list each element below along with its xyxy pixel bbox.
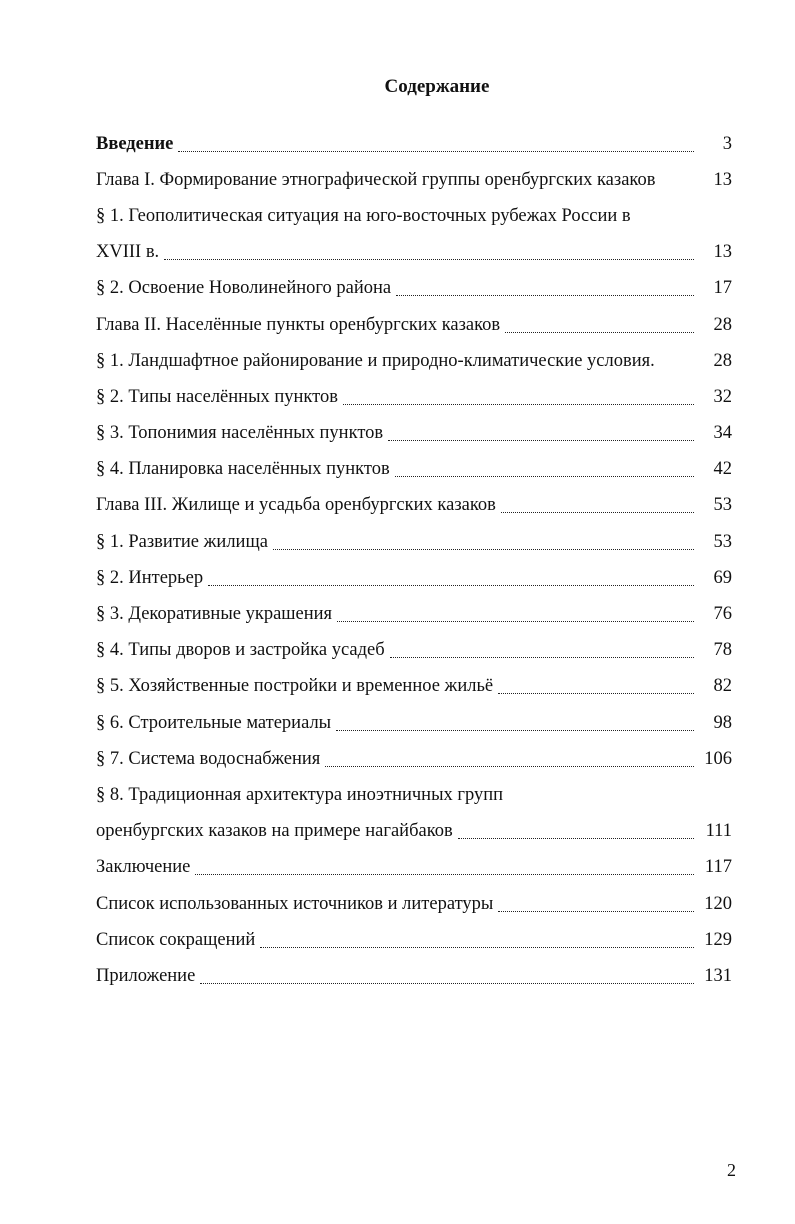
table-of-contents bbox=[96, 126, 732, 995]
toc-entry bbox=[96, 162, 732, 198]
toc-entry-page: 28 bbox=[713, 314, 732, 335]
leader-dots bbox=[498, 693, 694, 694]
leader-dots bbox=[501, 512, 694, 513]
toc-entry-label: Список сокращений bbox=[96, 929, 256, 950]
toc-entry bbox=[96, 126, 732, 162]
leader-dots bbox=[388, 440, 694, 441]
leader-dots bbox=[178, 151, 694, 152]
leader-dots bbox=[200, 983, 694, 984]
toc-entry-label: § 1. Ландшафтное районирование и природно-климатические условия. bbox=[96, 350, 655, 371]
toc-entry bbox=[96, 198, 732, 234]
toc-entry bbox=[96, 343, 732, 379]
toc-entry-label: § 3. Декоративные украшения bbox=[96, 604, 333, 625]
toc-entry-label: § 6. Строительные материалы bbox=[96, 712, 332, 733]
leader-dots bbox=[195, 874, 694, 875]
leader-dots bbox=[337, 621, 694, 622]
toc-entry-label: оренбургских казаков на примере нагайбаков bbox=[96, 821, 453, 842]
toc-entry-label: § 8. Традиционная архитектура иноэтничных групп bbox=[96, 784, 504, 805]
toc-entry bbox=[96, 633, 732, 669]
toc-entry bbox=[96, 307, 732, 343]
toc-entry-page: 32 bbox=[713, 386, 732, 407]
leader-dots bbox=[498, 911, 694, 912]
toc-entry-page: 69 bbox=[713, 567, 732, 588]
toc-entry-page: 53 bbox=[713, 531, 732, 552]
toc-entry-page: 111 bbox=[705, 821, 732, 842]
toc-entry bbox=[96, 705, 732, 741]
toc-entry-page: 82 bbox=[713, 676, 732, 697]
toc-entry-page: 13 bbox=[713, 242, 732, 263]
leader-dots bbox=[325, 766, 694, 767]
toc-entry-label: § 1. Развитие жилища bbox=[96, 531, 268, 552]
leader-dots bbox=[273, 549, 694, 550]
toc-entry bbox=[96, 488, 732, 524]
toc-entry-label: § 4. Типы дворов и застройка усадеб bbox=[96, 640, 385, 661]
toc-entry-page: 98 bbox=[713, 712, 732, 733]
toc-entry-page: 106 bbox=[704, 748, 732, 769]
toc-entry-label: § 4. Планировка населённых пунктов bbox=[96, 459, 390, 480]
leader-dots bbox=[390, 657, 694, 658]
toc-entry-page: 53 bbox=[713, 495, 732, 516]
toc-entry bbox=[96, 886, 732, 922]
toc-entry bbox=[96, 379, 732, 415]
leader-dots bbox=[395, 476, 694, 477]
toc-entry-label: Глава I. Формирование этнографической группы оренбургских казаков bbox=[96, 169, 656, 190]
toc-entry-label: § 7. Система водоснабжения bbox=[96, 748, 321, 769]
toc-entry bbox=[96, 560, 732, 596]
toc-entry bbox=[96, 958, 732, 994]
toc-entry-page: 42 bbox=[713, 459, 732, 480]
toc-entry-page: 28 bbox=[713, 350, 732, 371]
toc-entry-label: § 5. Хозяйственные постройки и временное жильё bbox=[96, 676, 494, 697]
page-title: Содержание bbox=[384, 76, 490, 97]
toc-entry-page: 76 bbox=[713, 604, 732, 625]
toc-entry bbox=[96, 741, 732, 777]
toc-entry-page: 129 bbox=[704, 929, 732, 950]
toc-entry bbox=[96, 814, 732, 850]
toc-entry-page: 17 bbox=[713, 278, 732, 299]
toc-entry-page: 131 bbox=[704, 965, 732, 986]
toc-entry-page: 117 bbox=[704, 857, 732, 878]
toc-entry bbox=[96, 235, 732, 271]
leader-dots bbox=[260, 947, 694, 948]
leader-dots bbox=[336, 730, 694, 731]
toc-entry-label: § 3. Топонимия населённых пунктов bbox=[96, 423, 384, 444]
toc-entry bbox=[96, 416, 732, 452]
toc-entry-label: Введение bbox=[96, 133, 174, 154]
toc-entry-page: 13 bbox=[713, 169, 732, 190]
toc-entry-label: Глава III. Жилище и усадьба оренбургских казаков bbox=[96, 495, 496, 516]
toc-entry bbox=[96, 596, 732, 632]
toc-entry-label: Список использованных источников и литературы bbox=[96, 893, 494, 914]
toc-entry-label: § 1. Геополитическая ситуация на юго-восточных рубежах России в bbox=[96, 205, 631, 226]
leader-dots bbox=[208, 585, 694, 586]
leader-dots bbox=[505, 332, 694, 333]
toc-entry bbox=[96, 669, 732, 705]
toc-entry-label: Приложение bbox=[96, 965, 196, 986]
toc-entry-label: XVIII в. bbox=[96, 242, 160, 263]
leader-dots bbox=[396, 295, 694, 296]
toc-entry-page: 34 bbox=[713, 423, 732, 444]
toc-entry bbox=[96, 524, 732, 560]
toc-entry-label: Глава II. Населённые пункты оренбургских казаков bbox=[96, 314, 501, 335]
toc-entry-label: § 2. Интерьер bbox=[96, 567, 204, 588]
toc-entry bbox=[96, 777, 732, 813]
toc-entry bbox=[96, 452, 732, 488]
leader-dots bbox=[458, 838, 694, 839]
toc-entry-label: § 2. Типы населённых пунктов bbox=[96, 386, 338, 407]
toc-entry-label: Заключение bbox=[96, 857, 191, 878]
leader-dots bbox=[343, 404, 694, 405]
page-number: 2 bbox=[727, 1160, 736, 1180]
leader-dots bbox=[164, 259, 694, 260]
toc-entry bbox=[96, 850, 732, 886]
toc-entry-label: § 2. Освоение Новолинейного района bbox=[96, 278, 392, 299]
toc-entry-page: 3 bbox=[722, 133, 732, 154]
toc-entry bbox=[96, 922, 732, 958]
toc-entry-page: 120 bbox=[704, 893, 732, 914]
toc-entry bbox=[96, 271, 732, 307]
toc-entry-page: 78 bbox=[713, 640, 732, 661]
